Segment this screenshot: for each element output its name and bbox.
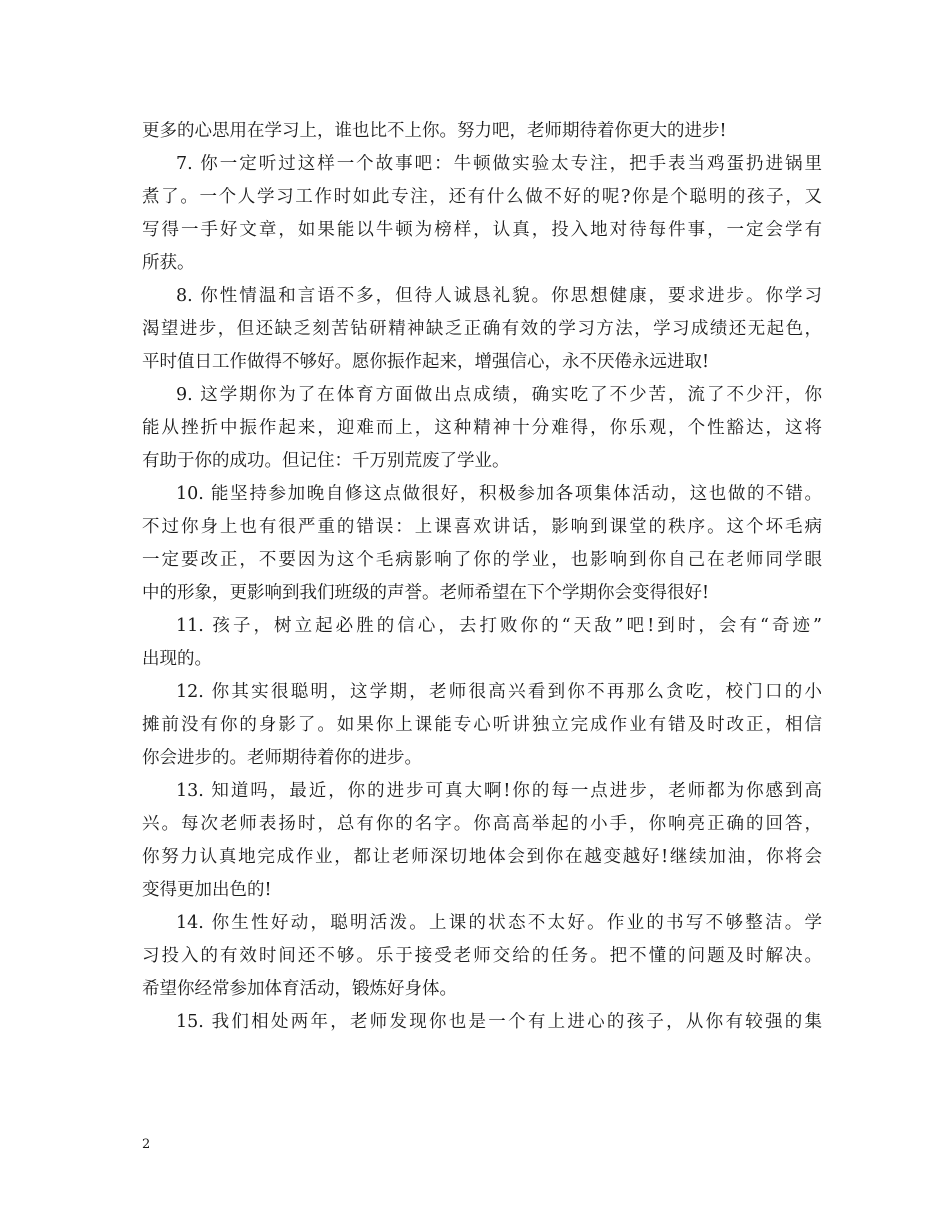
text-line: 平时值日工作做得不够好。愿你振作起来，增强信心，永不厌倦永远进取! bbox=[142, 352, 710, 372]
paragraph-12-line-1: 12. 你其实很聪明，这学期，老师很高兴看到你不再那么贪吃，校门口的小 bbox=[176, 682, 822, 702]
text-line: 有助于你的成功。但记住：千万别荒废了学业。 bbox=[142, 451, 510, 471]
paragraph-10-line-1: 10. 能坚持参加晚自修这点做很好，积极参加各项集体活动，这也做的不错。 bbox=[176, 484, 822, 504]
text-line: 习投入的有效时间还不够。乐于接受老师交给的任务。把不懂的问题及时解决。 bbox=[142, 946, 822, 966]
text-line: 出现的。 bbox=[142, 649, 212, 669]
paragraph-8-line-1: 8. 你性情温和言语不多，但待人诚恳礼貌。你思想健康，要求进步。你学习 bbox=[176, 286, 822, 306]
paragraph-7-line-1: 7. 你一定听过这样一个故事吧：牛顿做实验太专注，把手表当鸡蛋扔进锅里 bbox=[176, 154, 822, 174]
page-number: 2 bbox=[142, 1137, 151, 1152]
text-line: 写得一手好文章，如果能以牛顿为榜样，认真，投入地对待每件事，一定会学有 bbox=[142, 220, 822, 240]
text-line: 渴望进步，但还缺乏刻苦钻研精神缺乏正确有效的学习方法，学习成绩还无起色， bbox=[142, 319, 822, 339]
text-line: 更多的心思用在学习上，谁也比不上你。努力吧，老师期待着你更大的进步! bbox=[142, 121, 727, 141]
text-line: 希望你经常参加体育活动，锻炼好身体。 bbox=[142, 979, 457, 999]
text-line: 一定要改正，不要因为这个毛病影响了你的学业，也影响到你自己在老师同学眼 bbox=[142, 550, 822, 570]
text-line: 所获。 bbox=[142, 253, 195, 273]
text-line: 你努力认真地完成作业，都让老师深切地体会到你在越变越好!继续加油，你将会 bbox=[142, 847, 822, 867]
paragraph-15-line-1: 15. 我们相处两年，老师发现你也是一个有上进心的孩子，从你有较强的集 bbox=[176, 1012, 822, 1032]
text-line: 能从挫折中振作起来，迎难而上，这种精神十分难得，你乐观，个性豁达，这将 bbox=[142, 418, 822, 438]
paragraph-14-line-1: 14. 你生性好动，聪明活泼。上课的状态不太好。作业的书写不够整洁。学 bbox=[176, 913, 822, 933]
paragraph-9-line-1: 9. 这学期你为了在体育方面做出点成绩，确实吃了不少苦，流了不少汗，你 bbox=[176, 385, 822, 405]
text-line: 摊前没有你的身影了。如果你上课能专心听讲独立完成作业有错及时改正，相信 bbox=[142, 715, 822, 735]
text-line: 不过你身上也有很严重的错误：上课喜欢讲话，影响到课堂的秩序。这个坏毛病 bbox=[142, 517, 822, 537]
text-line: 你会进步的。老师期待着你的进步。 bbox=[142, 748, 422, 768]
text-line: 变得更加出色的! bbox=[142, 880, 272, 900]
paragraph-13-line-1: 13. 知道吗，最近，你的进步可真大啊!你的每一点进步，老师都为你感到高 bbox=[176, 781, 822, 801]
text-line: 中的形象，更影响到我们班级的声誉。老师希望在下个学期你会变得很好! bbox=[142, 583, 710, 603]
text-line: 煮了。一个人学习工作时如此专注，还有什么做不好的呢?你是个聪明的孩子，又 bbox=[142, 187, 822, 207]
text-line: 兴。每次老师表扬时，总有你的名字。你高高举起的小手，你响亮正确的回答， bbox=[142, 814, 822, 834]
document-body bbox=[142, 115, 822, 1039]
paragraph-11-line-1: 11. 孩子，树立起必胜的信心，去打败你的“天敌”吧!到时，会有“奇迹” bbox=[176, 616, 822, 636]
